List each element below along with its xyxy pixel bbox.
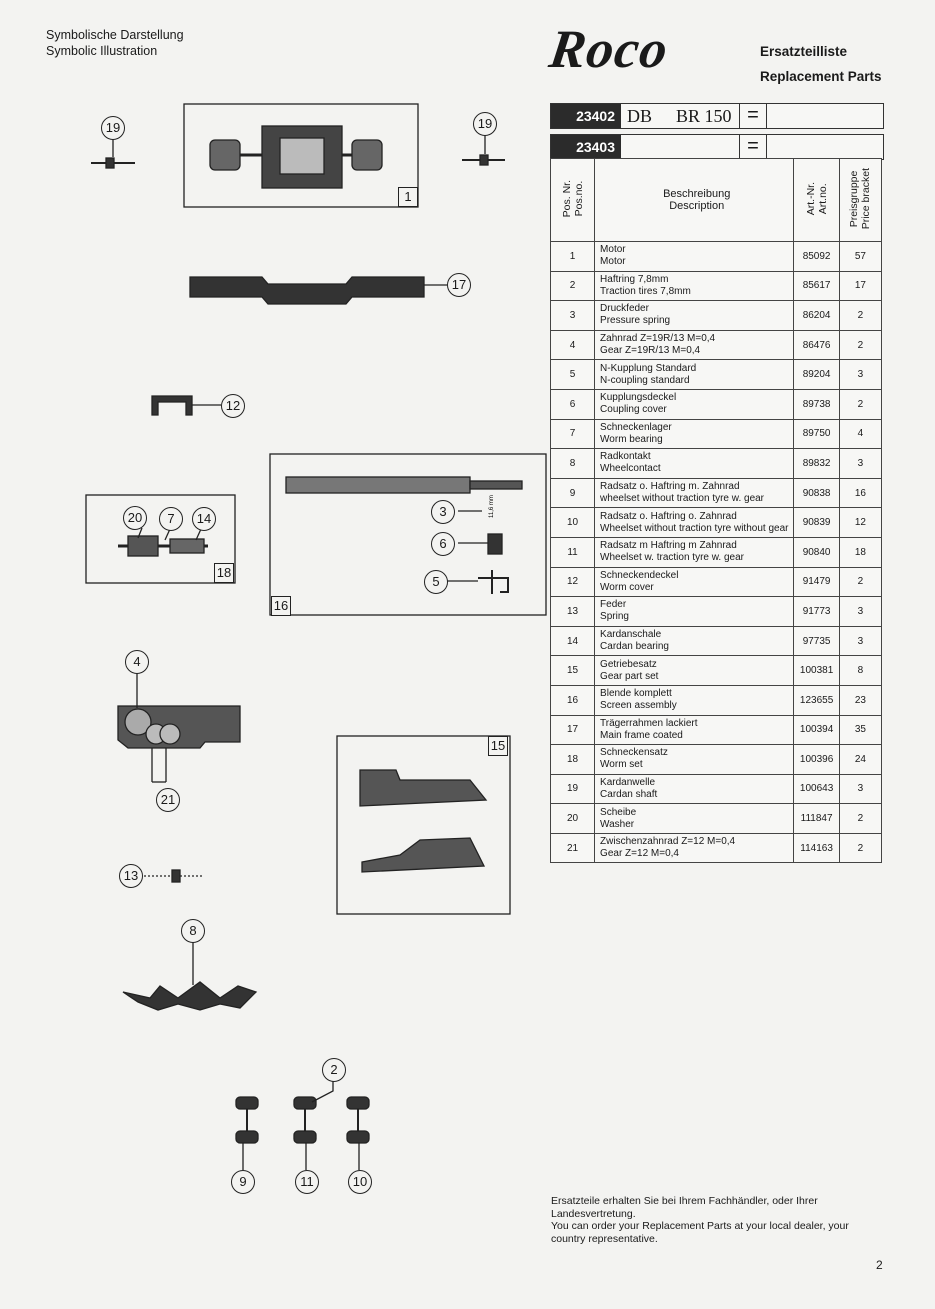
pos-cell: 4 (551, 330, 595, 360)
art-no-cell: 100643 (794, 774, 839, 804)
callout-7: 7 (159, 507, 183, 531)
price-bracket-cell: 2 (839, 389, 881, 419)
pos-cell: 11 (551, 537, 595, 567)
symbolic-label-en: Symbolic Illustration (46, 44, 158, 58)
description-en: Cardan bearing (600, 641, 669, 653)
pos-cell: 9 (551, 478, 595, 508)
callout-17: 17 (447, 273, 471, 297)
price-bracket-cell: 12 (839, 508, 881, 538)
pos-cell: 1 (551, 242, 595, 272)
col-desc-en: Description (669, 200, 725, 212)
art-no-cell: 111847 (794, 804, 839, 834)
description-en: Wheelset without traction tyre without gear (600, 522, 789, 534)
pos-cell: 6 (551, 389, 595, 419)
description-de: Trägerrahmen lackiert (600, 717, 698, 729)
art-no-cell: 90840 (794, 537, 839, 567)
description-de: Kupplungsdeckel (600, 392, 677, 404)
description-en: Gear part set (600, 670, 659, 682)
description-en: Traction tires 7,8mm (600, 285, 691, 297)
pos-cell: 2 (551, 271, 595, 301)
description-de: Schneckensatz (600, 747, 668, 759)
worm-cover-drawing (152, 396, 192, 415)
box-label-1: 1 (398, 187, 418, 207)
pos-cell: 13 (551, 597, 595, 627)
price-bracket-cell: 57 (839, 242, 881, 272)
price-bracket-cell: 35 (839, 715, 881, 745)
footer-de: Ersatzteile erhalten Sie bei Ihrem Fachhändler, oder Ihrer Landesvertretung. (551, 1195, 818, 1220)
description-de: N-Kupplung Standard (600, 362, 697, 374)
description-en: Worm set (600, 759, 643, 771)
description-de: Schneckenlager (600, 421, 672, 433)
description-en: Main frame coated (600, 729, 683, 741)
description-de: Getriebesatz (600, 658, 657, 670)
description-de: Zwischenzahnrad Z=12 M=0,4 (600, 836, 736, 848)
description-de: Scheibe (600, 806, 637, 818)
price-bracket-cell: 24 (839, 745, 881, 775)
description-en: Gear Z=12 M=0,4 (600, 848, 679, 860)
price-bracket-cell: 8 (839, 656, 881, 686)
description-de: Blende komplett (600, 688, 672, 700)
price-bracket-cell: 16 (839, 478, 881, 508)
pos-cell: 14 (551, 626, 595, 656)
pos-cell: 20 (551, 804, 595, 834)
price-bracket-cell: 2 (839, 804, 881, 834)
art-no-cell: 86476 (794, 330, 839, 360)
art-no-cell: 89204 (794, 360, 839, 390)
callout-19-left: 19 (101, 116, 125, 140)
worm-set-drawing (118, 536, 208, 556)
pos-cell: 19 (551, 774, 595, 804)
callout-6: 6 (431, 532, 455, 556)
title-de: Ersatzteilliste (760, 44, 848, 59)
description-de: Haftring 7,8mm (600, 273, 669, 285)
callout-21: 21 (156, 788, 180, 812)
roco-logo: Roco (545, 19, 673, 79)
art-no-cell: 85092 (794, 242, 839, 272)
model-number: 23402 (551, 104, 621, 128)
art-no-cell: 89750 (794, 419, 839, 449)
callout-12: 12 (221, 394, 245, 418)
box-gear-part-set (337, 736, 510, 914)
callout-11: 11 (295, 1170, 319, 1194)
price-bracket-cell: 17 (839, 271, 881, 301)
art-no-cell: 97735 (794, 626, 839, 656)
callout-13: 13 (119, 864, 143, 888)
motor-drawing (210, 126, 382, 188)
callout-9: 9 (231, 1170, 255, 1194)
art-no-cell: 114163 (794, 833, 839, 863)
description-en: Screen assembly (600, 700, 677, 712)
art-no-cell: 90839 (794, 508, 839, 538)
description-en: Cardan shaft (600, 788, 658, 800)
art-no-cell: 100396 (794, 745, 839, 775)
price-bracket-cell: 3 (839, 360, 881, 390)
price-bracket-cell: 23 (839, 685, 881, 715)
description-en: Worm bearing (600, 433, 663, 445)
price-bracket-cell: 3 (839, 449, 881, 479)
wheel-contact-drawing (123, 982, 256, 1010)
model-class: BR 150 (676, 106, 732, 126)
pos-cell: 5 (551, 360, 595, 390)
pos-cell: 16 (551, 685, 595, 715)
box-label-15: 15 (488, 736, 508, 756)
callout-3: 3 (431, 500, 455, 524)
description-de: Schneckendeckel (600, 569, 679, 581)
description-de: Kardanschale (600, 629, 662, 641)
cardan-shaft-right (462, 155, 505, 165)
price-bracket-cell: 2 (839, 833, 881, 863)
callout-19-right: 19 (473, 112, 497, 136)
description-de: Motor (600, 244, 626, 256)
art-no-cell: 91773 (794, 597, 839, 627)
price-bracket-cell: 2 (839, 567, 881, 597)
description-de: Zahnrad Z=19R/13 M=0,4 (600, 333, 716, 345)
equals-box: = (739, 104, 767, 128)
description-en: Wheelcontact (600, 463, 661, 475)
screen-assembly-drawing (286, 477, 522, 594)
description-en: Motor (600, 256, 626, 268)
pos-cell: 10 (551, 508, 595, 538)
pos-cell: 17 (551, 715, 595, 745)
price-bracket-cell: 3 (839, 626, 881, 656)
gear-block-drawing (118, 706, 240, 748)
callout-10: 10 (348, 1170, 372, 1194)
art-no-cell: 89832 (794, 449, 839, 479)
art-no-cell: 86204 (794, 301, 839, 331)
description-en: Worm cover (600, 581, 654, 593)
description-de: Druckfeder (600, 303, 649, 315)
description-en: wheelset without traction tyre w. gear (600, 493, 765, 505)
price-bracket-cell: 2 (839, 301, 881, 331)
description-de: Feder (600, 599, 627, 611)
callout-14: 14 (192, 507, 216, 531)
pos-cell: 15 (551, 656, 595, 686)
description-en: Pressure spring (600, 315, 671, 327)
callout-5: 5 (424, 570, 448, 594)
callout-8: 8 (181, 919, 205, 943)
price-bracket-cell: 3 (839, 597, 881, 627)
footer-en: You can order your Replacement Parts at your local dealer, your country representative. (551, 1220, 849, 1245)
box-label-18: 18 (214, 563, 234, 583)
description-de: Kardanwelle (600, 776, 656, 788)
price-bracket-cell: 4 (839, 419, 881, 449)
pos-cell: 18 (551, 745, 595, 775)
col-desc-de: Beschreibung (663, 188, 731, 200)
description-en: Washer (600, 818, 635, 830)
pos-cell: 12 (551, 567, 595, 597)
col-pos-label: Pos. Nr. Pos.no. (560, 179, 585, 218)
description-de: Radsatz m Haftring m Zahnrad (600, 540, 737, 552)
price-bracket-cell: 3 (839, 774, 881, 804)
description-de: Radkontakt (600, 451, 651, 463)
description-en: Gear Z=19R/13 M=0,4 (600, 345, 701, 357)
description-en: Wheelset w. traction tyre w. gear (600, 552, 744, 564)
price-bracket-cell: 2 (839, 330, 881, 360)
art-no-cell: 89738 (794, 389, 839, 419)
box-label-16: 16 (271, 596, 291, 616)
art-no-cell: 100394 (794, 715, 839, 745)
description-de: Radsatz o. Haftring o. Zahnrad (600, 510, 737, 522)
art-no-cell: 100381 (794, 656, 839, 686)
pos-cell: 7 (551, 419, 595, 449)
callout-4: 4 (125, 650, 149, 674)
model-number: 23403 (551, 135, 621, 159)
description-en: Coupling cover (600, 404, 667, 416)
art-no-cell: 91479 (794, 567, 839, 597)
box-worm-set (86, 495, 235, 583)
col-price-label: Preisgruppe Price bracket (848, 167, 873, 230)
spring-size-note: 11,6 mm (489, 495, 495, 518)
callout-20: 20 (123, 506, 147, 530)
equals-box: = (739, 135, 767, 159)
art-no-cell: 123655 (794, 685, 839, 715)
description-en: N-coupling standard (600, 374, 690, 386)
callout-2: 2 (322, 1058, 346, 1082)
description-de: Radsatz o. Haftring m. Zahnrad (600, 481, 740, 493)
price-bracket-cell: 18 (839, 537, 881, 567)
symbolic-label-de: Symbolische Darstellung (46, 28, 184, 42)
gear-part-set-drawing (360, 770, 486, 872)
wheelsets-drawing (236, 1097, 369, 1143)
title-en: Replacement Parts (760, 69, 882, 84)
pos-cell: 8 (551, 449, 595, 479)
pos-cell: 3 (551, 301, 595, 331)
art-no-cell: 85617 (794, 271, 839, 301)
pos-cell: 21 (551, 833, 595, 863)
spring-drawing (172, 870, 180, 882)
main-frame-drawing (190, 277, 424, 304)
model-railway: DB (627, 106, 653, 126)
art-no-cell: 90838 (794, 478, 839, 508)
page-number: 2 (876, 1258, 883, 1272)
cardan-shaft-left (91, 158, 135, 168)
col-art-label: Art.-Nr. Art.no. (804, 181, 829, 216)
description-en: Spring (600, 611, 629, 623)
